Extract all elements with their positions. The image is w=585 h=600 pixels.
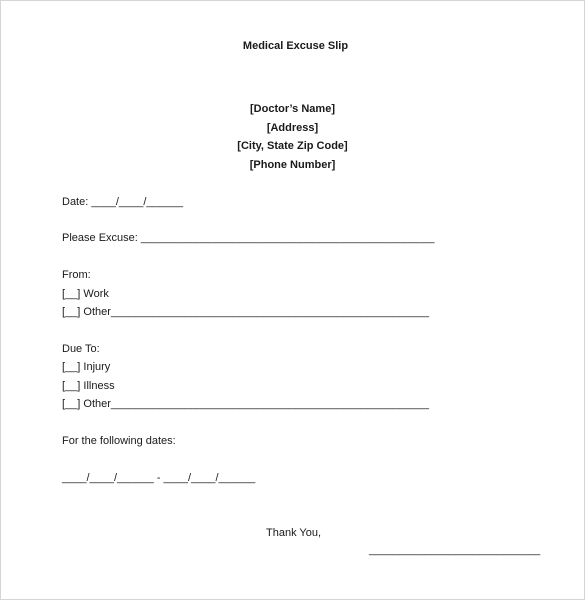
from-work-option: [__] Work [62, 288, 109, 300]
from-heading: From: [62, 269, 91, 281]
from-other-option: [__] Other____________________________________________________ [62, 306, 430, 318]
doctor-address: [Address] [266, 122, 319, 134]
doctor-phone: [Phone Number] [249, 159, 336, 171]
due-to-heading: Due To: [62, 343, 100, 355]
thank-you-text: Thank You, [266, 527, 322, 539]
following-dates-heading: For the following dates: [62, 435, 176, 447]
due-to-injury-option: [__] Injury [62, 361, 111, 373]
due-to-illness-option: [__] Illness [62, 380, 115, 392]
doctor-name: [Doctor’s Name] [250, 103, 335, 115]
date-line: Date: ____/____/______ [62, 196, 184, 208]
due-to-other-option: [__] Other____________________________________________________ [62, 398, 430, 410]
signature-line: ____________________________ [369, 544, 541, 556]
please-excuse-line: Please Excuse: ________________________________________________ [62, 232, 435, 244]
doctor-city-state-zip: [City, State Zip Code] [237, 140, 348, 152]
date-range-line: ____/____/______ - ____/____/______ [62, 472, 256, 484]
document-title: Medical Excuse Slip [242, 40, 349, 52]
